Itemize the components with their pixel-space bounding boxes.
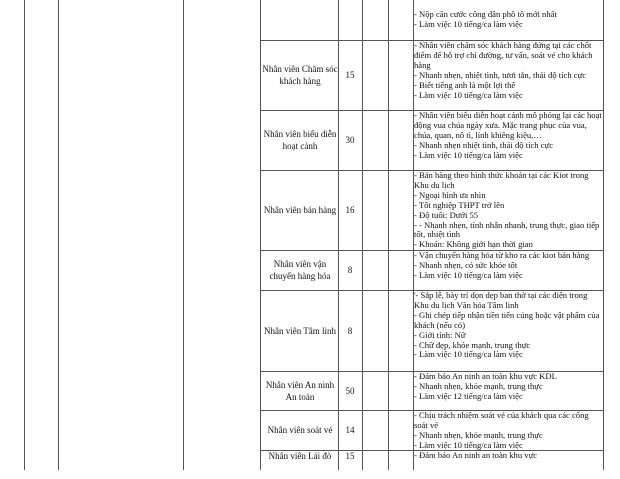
requirement-line: - Nhanh nhẹn, khỏe mạnh, trung thực [414,429,543,440]
requirement-line: - Khoán: Không giới hạn thời gian [414,239,533,250]
requirement-line: '- Sắp lễ, bày trí dọn dẹp ban thờ tại các điện trong Khu du lịch Văn hóa Tâm linh [414,291,588,310]
requirements-cell [414,251,602,290]
quantity-cell: 50 [345,385,355,396]
position-cell: Nhân viên Lái đò [268,451,332,461]
requirements-cell [414,291,602,371]
requirement-line: - Ngoại hình ưa nhìn [414,189,486,200]
requirement-line: - Nhanh nhẹn, nhiệt tình, tươi tắn, thái độ tích cực [414,69,587,80]
position-cell: Nhân viên vận chuyển hàng hóa [269,259,331,281]
requirement-line: - Biết tiếng anh là một lợi thế [414,79,516,90]
requirements-cell [414,111,602,170]
requirement-line: - Làm việc 10 tiếng/ca làm việc [414,149,523,160]
requirement-line: - Nộp căn cước công dân phô tô mới nhất [414,10,557,19]
position-cell [260,0,340,40]
position-cell: Nhân viên An ninh An toàn [265,379,335,402]
column-divider [603,0,604,470]
column-divider [24,0,25,470]
requirements-cell [414,41,602,110]
column-divider [58,0,59,470]
position-cell: Nhân viên bán hàng [263,205,337,215]
requirement-line: - - Nhanh nhẹn, tính nhẫn nhanh, trung thực, giao tiếp tốt, nhiệt tình [414,219,600,240]
requirements-cell [414,411,602,450]
requirement-line: - Nhân viên biểu diễn hoạt cảnh mô phỏng lại các hoạt động vua chúa ngày xưa. Mặc trang phục của vua, chúa, quan, nô tì, lính khiêng kiệu,… [414,111,602,140]
quantity-cell: 30 [345,135,355,145]
quantity-cell: 8 [347,325,353,336]
requirement-line: - Chịu trách nhiệm soát vé của khách qua các cổng soát vé [414,411,589,430]
requirements-cell [414,451,602,462]
requirement-line: - Làm việc 10 tiếng/ca làm việc [414,439,523,450]
requirement-line: - Làm việc 10 tiếng/ca làm việc [414,89,523,100]
quantity-cell: 8 [347,265,353,275]
quantity-cell: 16 [345,205,355,215]
requirement-line: - Làm việc 10 tiếng/ca làm việc [414,18,523,29]
requirement-line: - Nhanh nhẹn nhiệt tình, thái độ tích cực [414,139,554,150]
requirement-line: - Chữ đẹp, khỏe mạnh, trung thực [414,339,531,350]
position-cell: Nhân viên biểu diễn hoạt cảnh [263,129,337,151]
requirement-line: - Làm việc 12 tiếng/ca làm việc [414,390,523,401]
column-divider [388,0,389,470]
requirements-cell [414,372,602,410]
requirement-line: - Nhanh nhẹn, khỏe mạnh, trung thực [414,380,543,391]
quantity-cell: 15 [345,70,355,80]
requirement-line: - Bán hàng theo hình thức khoán tại các Kiot trong Khu du lịch [414,171,589,190]
requirement-line: - Làm việc 10 tiếng/ca làm việc [414,269,523,280]
quantity-cell: 15 [345,451,355,461]
requirement-line: - Nhân viên chăm sóc khách hàng đứng tại các chốt điểm để hỗ trợ chỉ đường, tư vấn, soát vé cho khách hàng [414,41,593,70]
requirement-line: - Giới tính: Nữ [414,329,466,340]
requirements-cell [414,10,602,40]
requirement-line: - Đảm bảo An ninh an toàn khu vực KDL [414,372,557,381]
position-cell: Nhân viên Tâm linh [263,325,337,336]
column-divider [362,0,363,470]
requirement-line: - Đảm bảo An ninh an toàn khu vực [414,451,538,460]
quantity-cell [338,0,362,40]
position-cell: Nhân viên soát vé [267,425,333,435]
requirement-line: - Tốt nghiệp THPT trở lên [414,199,505,210]
requirement-line: - Độ tuổi: Dưới 55 [414,209,479,220]
requirement-line: - Làm việc 10 tiếng/ca làm việc [414,349,523,360]
requirement-line: - Ghi chép tiếp nhận tiền tiến cúng hoặc vật phẩm của khách (nếu có) [414,309,600,330]
position-cell: Nhân viên Chăm sóc khách hàng [262,64,338,86]
requirements-cell [414,171,602,250]
requirement-line: - Vận chuyển hàng hóa từ kho ra các kiot bán hàng [414,251,590,260]
column-divider [183,0,184,470]
requirement-line: - Nhanh nhẹn, có sức khỏe tốt [414,259,518,270]
quantity-cell: 14 [345,425,355,435]
